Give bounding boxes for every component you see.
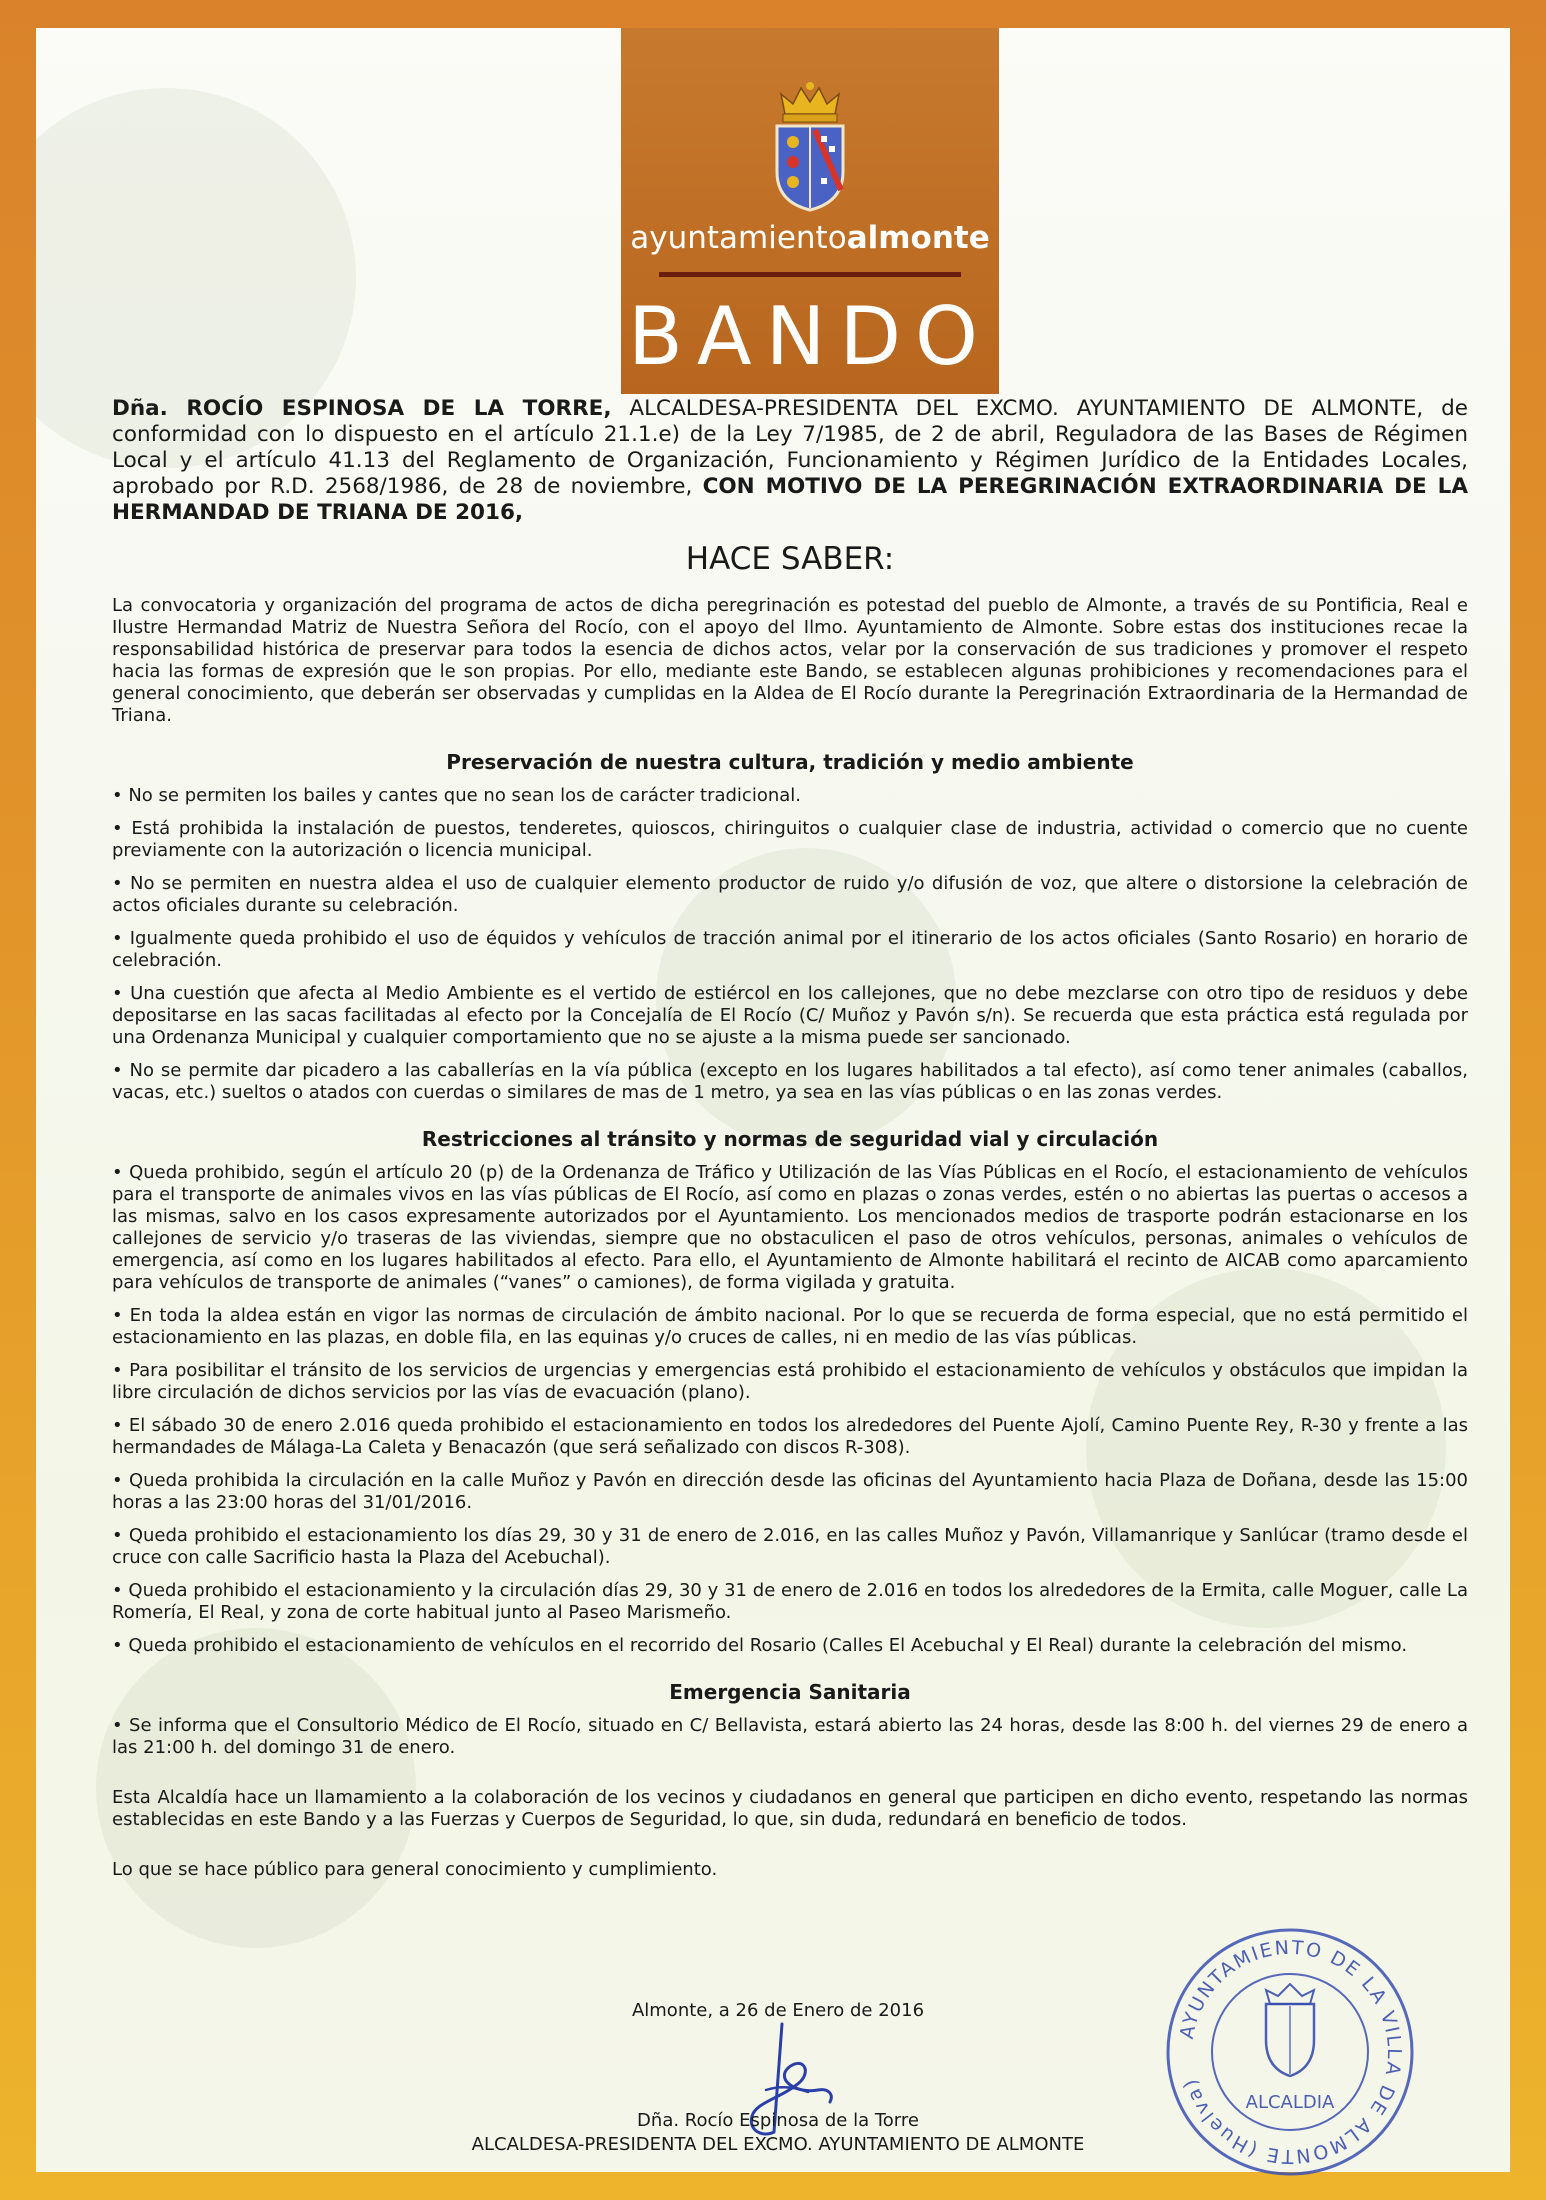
list-item: • Queda prohibido, según el artículo 20 (p) de la Ordenanza de Tráfico y Utilización de las Vías Públicas en el Rocío, el estacionamiento de vehículos para el transporte de animales vivos en las vías públicas de El Rocío, así como en plazas o zonas verdes, estén o no abiertas las puertas o accesos a las mismas, salvo en los casos expresamente autorizados por el Ayuntamiento. Los mencionados medios de trasporte podrán estacionarse en los callejones de servicio y/o traseras de las viviendas, siempre que no obstaculicen el paso de otros vehículos, personas, animales o vehículos de emergencia, así como en los lugares habilitados al efecto. Para ello, el Ayuntamiento de Almonte habilitará el recinto de AICAB como aparcamiento para vehículos de transporte de animales (“vanes” o camiones), de forma vigilada y gratuita.: [112, 1162, 1468, 1294]
list-item: • Queda prohibido el estacionamiento de vehículos en el recorrido del Rosario (Calles El Acebuchal y El Real) durante la celebración del mismo.: [112, 1635, 1468, 1657]
list-item: • No se permite dar picadero a las caballerías en la vía pública (excepto en los lugares habilitados a tal efecto), así como tener animales (caballos, vacas, etc.) sueltos o atados con cuerdas o similares de mas de 1 metro, ya sea en las vías públicas o en las zonas verdes.: [112, 1060, 1468, 1104]
intro-body: ALCALDESA-PRESIDENTA DEL EXCMO. AYUNTAMIENTO DE ALMONTE, de conformidad con lo dispuesto en el artículo 21.1.e) de la Ley 7/1985, de 2 de abril, Reguladora de las Bases de Régimen Local y el artículo 41.13 del Reglamento de Organización, Funcionamiento y Régimen Jurídico de la Entidades Locales, aprobado por R.D. 2568/1986, de 28 de noviembre,: [112, 396, 1468, 499]
list-item: • En toda la aldea están en vigor las normas de circulación de ámbito nacional. Por lo que se recuerda de forma especial, que no está permitido el estacionamiento en las plazas, en doble fila, en las equinas y/o cruces de calles, ni en medio de las vías públicas.: [112, 1305, 1468, 1349]
section-title-health: Emergencia Sanitaria: [669, 1680, 911, 1704]
rules-list-traffic: [112, 1162, 1468, 1657]
intro-motive: CON MOTIVO DE LA PEREGRINACIÓN EXTRAORDINARIA DE LA HERMANDAD DE TRIANA: [112, 474, 1468, 525]
intro-tail: DE 2016,: [407, 500, 524, 525]
section-title-culture: Preservación de nuestra cultura, tradición y medio ambiente: [446, 750, 1134, 774]
official-name: Dña. ROCÍO ESPINOSA DE LA TORRE,: [112, 396, 612, 421]
list-item: • Igualmente queda prohibido el uso de équidos y vehículos de tracción animal por el itinerario de los actos oficiales (Santo Rosario) en horario de celebración.: [112, 928, 1468, 972]
closing-block: [112, 1787, 1468, 1881]
list-item: • Está prohibida la instalación de puestos, tenderetes, quioscos, chiringuitos o cualquier clase de industria, actividad o comercio que no cuente previamente con la autorización o licencia municipal.: [112, 818, 1468, 862]
document-body: [112, 396, 1468, 1909]
signer-name: Dña. Rocío Espinosa de la Torre: [637, 2110, 919, 2131]
list-item: • Para posibilitar el tránsito de los servicios de urgencias y emergencias está prohibido el estacionamiento de vehículos y obstáculos que impidan la libre circulación de dichos servicios por las vías de evacuación (plano).: [112, 1360, 1468, 1404]
brand-prefix: ayuntamiento: [630, 220, 847, 256]
page-title: BANDO: [627, 290, 993, 383]
list-item: • Queda prohibido el estacionamiento los días 29, 30 y 31 de enero de 2.016, en las calles Muñoz y Pavón, Villamanrique y Sanlúcar (tramo desde el cruce con calle Sacrificio hasta la Plaza del Acebuchal).: [112, 1525, 1468, 1569]
svg-text:ALCALDIA: ALCALDIA: [1245, 2092, 1335, 2113]
brand-wordmark: [621, 220, 999, 256]
preamble-paragraph: La convocatoria y organización del programa de actos de dicha peregrinación es potestad del pueblo de Almonte, a través de su Pontificia, Real e Ilustre Hermandad Matriz de Nuestra Señora del Rocío, con el apoyo del Ilmo. Ayuntamiento de Almonte. Sobre estas dos instituciones recae la responsabilidad histórica de preservar para todos la esencia de dichos actos, velar por la conservación de sus tradiciones y promover el respeto hacia las formas de expresión que le son propias. Por ello, mediante este Bando, se establecen algunas prohibiciones y recomendaciones para el general conocimiento, que deberán ser observadas y cumplidas en la Aldea de El Rocío durante la Peregrinación Extraordinaria de la Hermandad de Triana.: [112, 595, 1468, 726]
closing-appeal: Esta Alcaldía hace un llamamiento a la colaboración de los vecinos y ciudadanos en general que participen en dicho evento, respetando las normas establecidas en este Bando y a las Fuerzas y Cuerpos de Seguridad, lo que, sin duda, redundará en beneficio de todos.: [112, 1787, 1468, 1830]
rules-list-culture: [112, 785, 1468, 1104]
header-banner: [621, 28, 999, 394]
hace-saber-heading: HACE SABER:: [685, 541, 895, 577]
list-item: • No se permiten en nuestra aldea el uso de cualquier elemento productor de ruido y/o difusión de voz, que altere o distorsione la celebración de actos oficiales durante su celebración.: [112, 873, 1468, 917]
coat-of-arms-icon: [771, 80, 849, 212]
list-item: • Queda prohibido el estacionamiento y la circulación días 29, 30 y 31 de enero de 2.016 en todos los alrededores de la Ermita, calle Moguer, calle La Romería, El Real, y zona de corte habitual junto al Paseo Marismeño.: [112, 1580, 1468, 1624]
signer-role: ALCALDESA-PRESIDENTA DEL EXCMO. AYUNTAMIENTO DE ALMONTE: [471, 2134, 1085, 2155]
closing-publish: Lo que se hace público para general conocimiento y cumplimiento.: [112, 1859, 718, 1880]
list-item: • Una cuestión que afecta al Medio Ambiente es el vertido de estiércol en los callejones, que no debe mezclarse con otro tipo de residuos y debe depositarse en las sacas facilitadas al efecto por la Concejalía de El Rocío (C/ Muñoz y Pavón s/n). Se recuerda que esta práctica está regulada por una Ordenanza Municipal y cualquier comportamiento que no se ajuste a la misma puede ser sancionado.: [112, 983, 1468, 1049]
section-title-traffic: Restricciones al tránsito y normas de seguridad vial y circulación: [421, 1127, 1159, 1151]
svg-text:AYUNTAMIENTO DE LA VILLA DE AL: AYUNTAMIENTO DE LA VILLA DE ALMONTE (Huelva): [1175, 1936, 1406, 2168]
list-item: • No se permiten los bailes y cantes que no sean los de carácter tradicional.: [112, 785, 1468, 807]
document-sheet: [36, 28, 1510, 2172]
intro-paragraph: [112, 396, 1468, 526]
official-seal-icon: [1160, 1922, 1420, 2182]
list-item: • Se informa que el Consultorio Médico de El Rocío, situado en C/ Bellavista, estará abierto las 24 horas, desde las 8:00 h. del viernes 29 de enero a las 21:00 h. del domingo 31 de enero.: [112, 1715, 1468, 1759]
brand-name: almonte: [846, 220, 990, 256]
list-item: • El sábado 30 de enero 2.016 queda prohibido el estacionamiento en todos los alrededores del Puente Ajolí, Camino Puente Rey, R-30 y frente a las hermandades de Málaga-La Caleta y Benacazón (que será señalizado con discos R-308).: [112, 1415, 1468, 1459]
rules-list-health: [112, 1715, 1468, 1759]
header-rule: [659, 272, 961, 277]
list-item: • Queda prohibida la circulación en la calle Muñoz y Pavón en dirección desde las oficinas del Ayuntamiento hacia Plaza de Doñana, desde las 15:00 horas a las 23:00 horas del 31/01/2016.: [112, 1470, 1468, 1514]
place-date: Almonte, a 26 de Enero de 2016: [631, 2000, 925, 2021]
